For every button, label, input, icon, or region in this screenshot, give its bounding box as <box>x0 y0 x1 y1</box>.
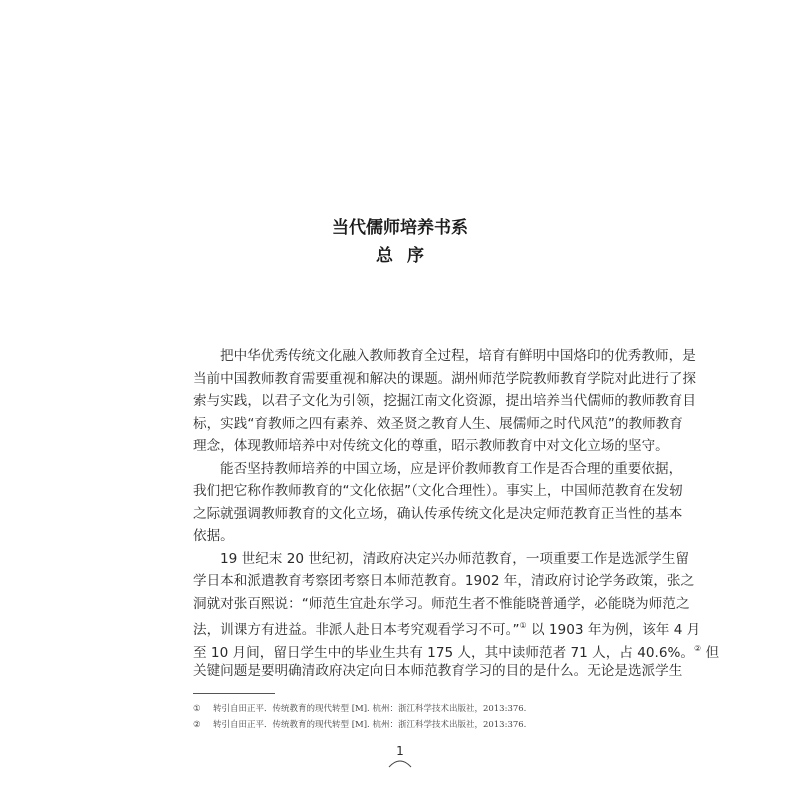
footnote <box>193 718 526 730</box>
text-line <box>193 503 683 526</box>
line-text: 能否坚持教师培养的中国立场，应是评价教师教育工作是否合理的重要依据， <box>220 460 683 477</box>
series-title: 当代儒师培养书系 <box>332 218 468 238</box>
body-text <box>193 345 720 683</box>
line-text: 索与实践，以君子文化为引领，挖掘江南文化资源，提出培养当代儒师的教师教育目 <box>193 393 696 409</box>
text-line <box>193 413 683 436</box>
text-line <box>193 435 669 458</box>
text-line <box>193 480 683 503</box>
footnote-text: 转引自田正平．传统教育的现代转型 [M]. 杭州：浙江科学技术出版社，2013:376. <box>213 720 527 730</box>
line-text: 理念，体现教师培养中对传统文化的尊重，昭示教师教育中对文化立场的坚守。 <box>193 438 669 454</box>
footnote-reference[interactable]: ① <box>519 621 527 630</box>
footnote-number: ① <box>193 704 201 714</box>
line-text: 学日本和派遣教育考察团考察日本师范教育。1902 年，清政府讨论学务政策，张之 <box>193 573 695 589</box>
page-ornament-arc <box>388 758 412 768</box>
text-line <box>193 368 696 391</box>
line-text: 我们把它称作教师教育的“文化依据”（文化合理性）。事实上，中国师范教育在发轫 <box>193 483 683 499</box>
line-text: 当前中国教师教育需要重视和解决的课题。湖州师范学院教师教育学院对此进行了探 <box>193 370 696 387</box>
text-line <box>193 570 695 593</box>
line-text: 但 <box>701 644 720 661</box>
text-line <box>193 638 720 661</box>
line-text: 至 10 月间，留日学生中的毕业生共有 175 人，其中读师范者 71 人，占 40.6%。 <box>193 644 695 661</box>
line-text: 依据。 <box>193 528 234 544</box>
footnote <box>193 702 526 714</box>
line-text: 19 世纪末 20 世纪初，清政府决定兴办师范教育，一项重要工作是选派学生留 <box>220 550 689 567</box>
text-line <box>193 345 696 368</box>
text-line <box>193 615 701 638</box>
text-line <box>193 548 689 571</box>
footnote-text: 转引自田正平．传统教育的现代转型 [M]. 杭州：浙江科学技术出版社，2013:376. <box>213 704 527 714</box>
line-text: 法，训课方有进益。非派人赴日本考究观看学习不可。” <box>193 622 520 638</box>
line-text: 洞就对张百熙说：“师范生宜赴东学习。师范生者不惟能晓普通学，必能晓为师范之 <box>193 595 690 612</box>
page-number: 1 <box>396 744 404 758</box>
text-line <box>193 525 618 548</box>
line-text: 之际就强调教师教育的文化立场，确认传承传统文化是决定师范教育正当性的基本 <box>193 505 683 522</box>
text-line <box>193 390 696 413</box>
section-title: 总序 <box>376 246 438 266</box>
footnote-reference[interactable]: ② <box>694 643 702 653</box>
footnote-number: ② <box>193 720 201 730</box>
line-text: 标，实践“育教师之四有素养、效圣贤之教育人生、展儒师之时代风范”的教师教育 <box>193 415 683 432</box>
line-text: 把中华优秀传统文化融入教师教育全过程，培育有鲜明中国烙印的优秀教师，是 <box>220 348 696 364</box>
text-line <box>193 660 683 683</box>
text-line <box>193 458 683 481</box>
text-line <box>193 593 690 616</box>
footnote-divider <box>193 693 275 694</box>
line-text: 关键问题是要明确清政府决定向日本师范教育学习的目的是什么。无论是选派学生 <box>193 663 683 679</box>
line-text: 以 1903 年为例，该年 4 月 <box>526 622 701 638</box>
